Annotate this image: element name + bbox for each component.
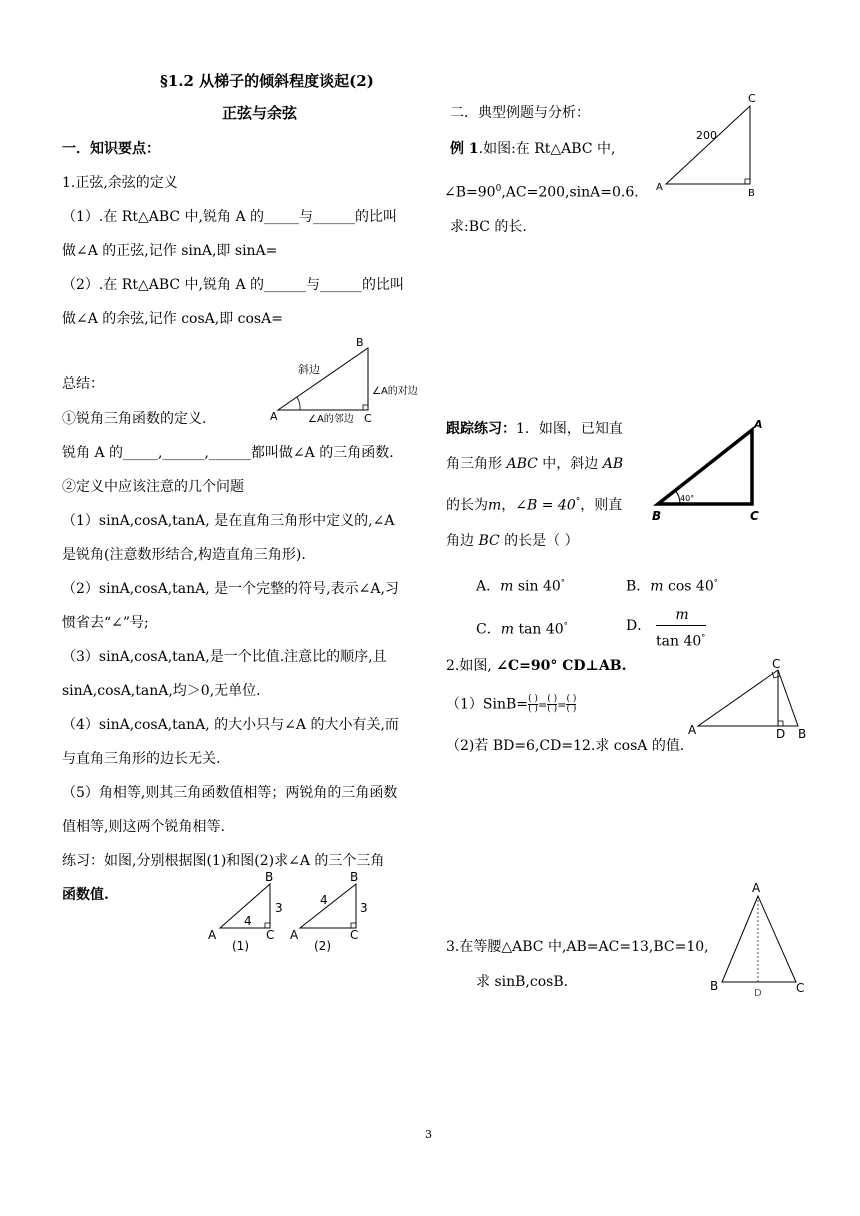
text-line: 惯省去“∠”号; (62, 615, 149, 631)
definition-triangle-figure (268, 336, 438, 428)
follow-line-2: 角三角形 ABC 中，斜边 AB (446, 456, 624, 472)
label-C: C (364, 412, 372, 425)
text-line: 1.正弦,余弦的定义 (62, 175, 178, 191)
follow-line-4: 角边 BC 的长是（ ） (446, 533, 579, 549)
follow-practice-label: 跟踪练习： (446, 421, 516, 437)
text-line: （1）.在 Rt△ABC 中,锐角 A 的_____与______的比叫 (62, 209, 398, 225)
fig1-label-4: 4 (244, 914, 252, 928)
section-heading-1: 一．知识要点： (62, 141, 160, 157)
text-line: （5）角相等,则其三角函数值相等；两锐角的三角函数 (62, 785, 398, 801)
option-d-denominator: tan 40° (656, 633, 706, 650)
text-line: ②定义中应该注意的几个问题 (62, 479, 244, 495)
label-B: B (748, 188, 755, 199)
text-line: （4）sinA,cosA,tanA, 的大小只与∠A 的大小有关,而 (62, 717, 399, 733)
q2-line-1: 2.如图, ∠C=90° CD⊥AB. (446, 658, 627, 674)
fig2-caption: (2) (314, 939, 331, 953)
example-1-line-1: 例 1.如图:在 Rt△ABC 中, (450, 141, 616, 157)
summary-label: 总结： (62, 376, 104, 392)
fraction-blank: $\frac{( )}{( )}$ (547, 694, 558, 714)
label-C: C (748, 92, 756, 105)
example-1-label: 例 1 (450, 141, 479, 157)
option-b: B．m cos 40° (626, 578, 718, 595)
fig1-label-3: 3 (275, 901, 283, 915)
practice-triangles-figure (204, 868, 376, 956)
follow-line-3: 的长为m，∠B = 40°，则直 (446, 497, 623, 514)
text-line: sinA,cosA,tanA,均＞0,无单位. (62, 683, 261, 699)
text-line: 与直角三角形的边长无关. (62, 751, 221, 767)
text-line: （3）sinA,cosA,tanA,是一个比值.注意比的顺序,且 (62, 649, 387, 665)
label-A: A (752, 881, 761, 895)
fig2-label-A: A (290, 928, 299, 942)
label-200: 200 (696, 129, 717, 142)
label-C: C (750, 509, 759, 523)
text-line: 是锐角(注意数形结合,构造直角三角形). (62, 547, 306, 563)
text-line: 函数值. (62, 887, 109, 903)
fig1-label-A: A (208, 928, 217, 942)
page-title: §1.2 从梯子的倾斜程度谈起(2) (160, 72, 374, 90)
label-A: A (688, 723, 697, 737)
q2-line-3: （2)若 BD=6,CD=12.求 cosA 的值. (446, 738, 685, 754)
text-line: 锐角 A 的_____,______,______都叫做∠A 的三角函数. (62, 445, 394, 461)
q3-line-2: 求 sinB,cosB. (476, 974, 569, 990)
text-line: 做∠A 的正弦,记作 sinA,即 sinA= (62, 243, 278, 259)
label-B: B (652, 509, 662, 523)
label-D: D (754, 988, 762, 999)
label-B: B (356, 336, 364, 349)
example-1-line-3: 求:BC 的长. (450, 219, 527, 235)
option-a: A．m sin 40° (476, 578, 565, 595)
label-40-degree: 40° (680, 494, 695, 503)
fig2-label-C: C (350, 928, 359, 942)
label-D: D (776, 727, 786, 741)
text-line: 值相等,则这两个锐角相等. (62, 819, 225, 835)
q3-line-1: 3.在等腰△ABC 中,AB=AC=13,BC=10, (446, 939, 709, 955)
text-line: ①锐角三角函数的定义. (62, 411, 207, 427)
q2-triangle-figure (686, 656, 816, 746)
q3-isosceles-triangle-figure (706, 880, 816, 1000)
follow-triangle-figure (650, 416, 770, 526)
example-1-line-2: $\angle B=90^0,AC=200,\sin A=0.6$. (444, 184, 639, 201)
option-c: C．m tan 40° (476, 621, 568, 638)
label-A: A (270, 410, 278, 423)
fraction-blank: $\frac{( )}{( )}$ (528, 694, 538, 714)
label-hypotenuse: 斜边 (298, 363, 320, 376)
option-d-numerator: m (675, 607, 689, 623)
fig1-label-B: B (265, 870, 274, 884)
label-opposite: ∠A的对边 (372, 386, 418, 397)
fig2-label-B: B (350, 870, 359, 884)
text-line: 练习：如图,分别根据图(1)和图(2)求∠A 的三个三角 (62, 853, 385, 869)
label-C: C (796, 981, 805, 995)
q2-line-2: （1）SinB= $\frac{( )}{( )}$ = $\frac{( )}{( )}$ = $\frac{( )}{( )}$ (446, 694, 577, 714)
text-line: （1）sinA,cosA,tanA, 是在直角三角形中定义的,∠A (62, 513, 395, 529)
section-heading-2: 二．典型例题与分析： (450, 105, 590, 121)
page-subtitle: 正弦与余弦 (222, 104, 298, 122)
option-d-label: D． (626, 618, 652, 634)
label-adjacent: ∠A的邻边 (308, 414, 354, 425)
label-A: A (754, 418, 763, 431)
fig1-label-C: C (266, 928, 275, 942)
fraction-blank: $\frac{( )}{( )}$ (566, 694, 577, 714)
text-line: 做∠A 的余弦,记作 cosA,即 cosA= (62, 311, 283, 327)
fig2-label-3: 3 (360, 901, 368, 915)
option-d-fraction-bar (656, 625, 706, 626)
fig2-label-4: 4 (320, 893, 328, 907)
fig1-caption: (1) (232, 939, 249, 953)
follow-line-1: 跟踪练习：1．如图，已知直 (446, 421, 623, 437)
page-number: 3 (425, 1128, 432, 1141)
example-1-triangle-figure (652, 90, 772, 200)
text-line: （2）.在 Rt△ABC 中,锐角 A 的______与______的比叫 (62, 277, 405, 293)
label-B: B (710, 979, 719, 993)
label-B: B (798, 727, 807, 741)
text-line: （2）sinA,cosA,tanA, 是一个完整的符号,表示∠A,习 (62, 581, 399, 597)
label-C: C (772, 657, 781, 671)
label-A: A (656, 182, 663, 193)
